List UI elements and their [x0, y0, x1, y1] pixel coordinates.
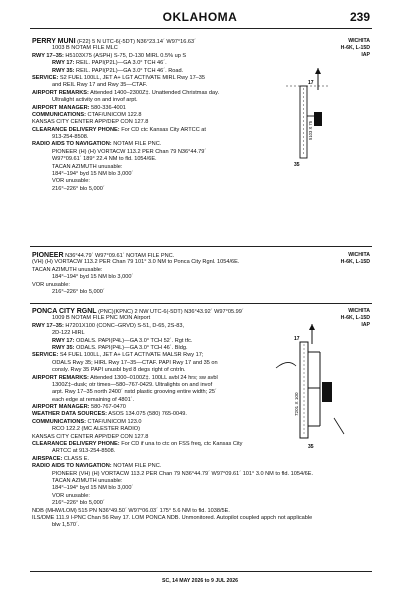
entry-line: Ultralight activity on and invof arpt.: [52, 97, 138, 104]
entry-line: VOR unusable:: [32, 281, 70, 288]
entry-line: 184°–194° byd 15 NM blo 3,000´: [52, 171, 134, 178]
entry-line: RWY 35: REIL. PAPI(P2L)—GA 3.0° TCH 46´. Road.: [52, 67, 184, 74]
entry-line: W97°09.61´ 189° 22.4 NM to fld. 1054/6E.: [52, 156, 157, 163]
north-arrow-icon: [309, 324, 315, 344]
entry-line: CLEARANCE DELIVERY PHONE: For CD ctc Kansas City ARTCC at: [32, 126, 206, 133]
entry-line: KANSAS CITY CENTER APP/DEP CON 127.8: [32, 119, 149, 126]
road: [334, 418, 344, 434]
entry-line: RWY 17: ODALS. PAPI(P4L)—GA 3.0° TCH 52´. Rgt tfc.: [52, 337, 193, 344]
airport-elev-line: 1003 B NOTAM FILE MLC: [52, 45, 118, 52]
entry-line: COMMUNICATIONS: CTAF/UNICOM 123.0: [32, 418, 142, 425]
tag: H-6K, L-15D: [340, 315, 370, 322]
entry-line: 184°–194° byd 15 NM blo 3,000´: [52, 485, 134, 492]
entry-line: PIONEER (H) (H) VORTACW 113.2 PER Chan 79 N36°44.79´: [52, 148, 207, 155]
entry-line: SERVICE: S4 FUEL 100LL, JET A+ LGT ACTIVATE MALSR Rwy 17;: [32, 352, 204, 359]
airport-elev-line: 1009 B NOTAM FILE PNC MON Airport: [52, 315, 151, 322]
ponca-airport-diagram: [270, 322, 350, 452]
entry-line: CLEARANCE DELIVERY PHONE: For CD if una to ctc on FSS freq, ctc Kansas City: [32, 441, 243, 448]
entry-line: and REIL Rwy 17 and Rwy 35—CTAF.: [52, 82, 148, 89]
apron: [314, 112, 322, 126]
tag: IAP: [361, 322, 370, 329]
chart-tags: [341, 38, 370, 60]
entry-line: AIRSPACE: CLASS E.: [32, 455, 90, 462]
navaid-location: N36°44.79´ W97°09.61´ NOTAM FILE PNC.: [65, 253, 175, 259]
tag: WICHITA: [348, 252, 370, 258]
effective-dates: SC, 14 MAY 2026 to 9 JUL 2026: [161, 578, 239, 584]
rwy-35-label: 35: [294, 162, 300, 168]
entry-line: RWY 17–35: H7201X100 (CONC–GRVD) S-51, D-65, 2S-83,: [32, 322, 185, 329]
tag: H-6K, L-15D: [340, 259, 370, 266]
entry-line: 1300Z‡–dusk; otr times—580–767-0429. Ultralights on and invof: [52, 381, 213, 388]
navaid-name: PIONEER: [32, 252, 64, 259]
entry-line: 184°–194° byd 15 NM blo 3,000´: [52, 274, 134, 281]
rwy-17-label: 17: [308, 80, 314, 86]
airport-location: 2 NW UTC-6(-5DT) N36°43.92´ W97°05.99´: [134, 309, 244, 315]
tag: IAP: [361, 52, 370, 59]
rwy-17-label: 17: [294, 336, 300, 342]
entry-line: SERVICE: S2 FUEL 100LL, JET A+ LGT ACTIVATE MIRL Rwy 17–35: [32, 74, 206, 81]
airport-name: PERRY MUNI: [32, 38, 76, 45]
airport-ident: (PNC)(KPNC): [98, 309, 133, 315]
entry-line: RADIO AIDS TO NAVIGATION: NOTAM FILE PNC.: [32, 141, 162, 148]
entry-line: COMMUNICATIONS: CTAF/UNICOM 122.8: [32, 111, 142, 118]
entry-line: each edge at remaining of 4801´.: [52, 396, 135, 403]
header-rule: [30, 28, 372, 29]
tag: H-6K, L-15D: [340, 45, 370, 52]
airport-name: PONCA CITY RGNL: [32, 308, 97, 315]
entry-line: RADIO AIDS TO NAVIGATION: NOTAM FILE PNC.: [32, 463, 162, 470]
entry-line: 216°–226° blo 5,000´: [52, 500, 105, 507]
state-title: OKLAHOMA: [162, 10, 238, 24]
airport-ident: (F22): [77, 39, 91, 45]
entry-line: ILS/DME 111.9 I-PNC Chan 56 Rwy 17. LOM PONCA NDB. Unmonitored. Autopilot coupled appch not applicable: [32, 514, 313, 521]
entry-line: RWY 17: REIL. PAPI(P2L)—GA 3.0° TCH 46´.: [52, 60, 167, 67]
tag: WICHITA: [348, 38, 370, 44]
rwy-35-label: 35: [308, 444, 314, 450]
section-rule: [30, 246, 372, 247]
entry-line: blw 1,570´.: [52, 522, 80, 529]
tag: WICHITA: [348, 308, 370, 314]
entry-line: 913-254-8508.: [52, 134, 89, 141]
entry-line: ODALS Rwy 35; HIRL Rwy 17–35—CTAF. PAPI Rwy 17 and 35 on: [52, 359, 218, 366]
chart-tags: [341, 252, 370, 266]
entry-line: PIONEER (VH) (H) VORTACW 113.2 PER Chan 79 N36°44.79´ W97°09.61´ 101° 3.0 NM to fld. 1054/6E.: [52, 470, 314, 477]
runway-dims: 7201 X 100: [294, 392, 299, 416]
entry-line: (VH) (H) VORTACW 113.2 PER Chan 79 101° 3.0 NM to Ponca City Rgnl. 1054/6E.: [32, 259, 240, 266]
road: [276, 362, 296, 368]
entry-line: RWY 17–35: H5103X75 (ASPH) S-75, D-130 MIRL 0.5% up S: [32, 52, 187, 59]
entry-line: AIRPORT REMARKS: Attended 1300–0100Z‡. 100LL avbl 24 hrs; sw avbl: [32, 374, 218, 381]
section-rule: [30, 303, 372, 304]
entry-line: 2D-122 HIRL: [52, 330, 85, 337]
footer-rule: [30, 571, 372, 572]
perry-airport-diagram: [278, 64, 338, 172]
entry-pioneer: [32, 252, 370, 302]
airport-location: 5 N UTC-6(-5DT) N36°23.14´ W97°16.63´: [92, 39, 197, 45]
entry-line: TACAN AZIMUTH unusable:: [32, 266, 103, 273]
apron: [322, 382, 332, 402]
page-number: 239: [349, 10, 370, 24]
entry-line: RCO 122.2 (MC ALESTER RADIO): [52, 426, 140, 433]
north-arrow-icon: [315, 68, 321, 90]
entry-line: TACAN AZIMUTH unusable:: [52, 163, 123, 170]
entry-line: RWY 35: ODALS. PAPI(P4L)—GA 3.0° TCH 46´. Bldg.: [52, 344, 188, 351]
entry-line: WEATHER DATA SOURCES: ASOS 134.075 (580) 765-0049.: [32, 411, 187, 418]
entry-line: VOR unusable:: [52, 492, 90, 499]
entry-line: KANSAS CITY CENTER APP/DEP CON 127.8: [32, 433, 149, 440]
entry-lines: [32, 259, 370, 296]
entry-line: ARTCC at 913-254-8508.: [52, 448, 116, 455]
entry-line: consly. Rwy 35 PAPI unusbl byd 8 degs right of cntrln.: [52, 367, 186, 374]
entry-line: 216°–226° blo 5,000´: [52, 185, 105, 192]
entry-line: AIRPORT REMARKS: Attended 1400–2300Z‡. Unattended Christmas day.: [32, 89, 220, 96]
entry-line: AIRPORT MANAGER: 580-336-4001: [32, 104, 126, 111]
entry-line: NDB (MHW/LOM) 515 PN N36°49.50´ W97°06.03´ 175° 5.6 NM to fld. 1038/5E.: [32, 507, 230, 514]
entry-line: AIRPORT MANAGER: 580-767-0470: [32, 404, 126, 411]
entry-line: TACAN AZIMUTH unusable:: [52, 477, 123, 484]
entry-line: 216°–226° blo 5,000´: [52, 288, 105, 295]
entry-line: arpt. Rwy 17–35 north 2400´ nstd plastic grooving entire width; 25´: [52, 389, 217, 396]
runway-dims: 5103 X 75: [308, 120, 313, 140]
entry-line: VOR unusable:: [52, 178, 90, 185]
